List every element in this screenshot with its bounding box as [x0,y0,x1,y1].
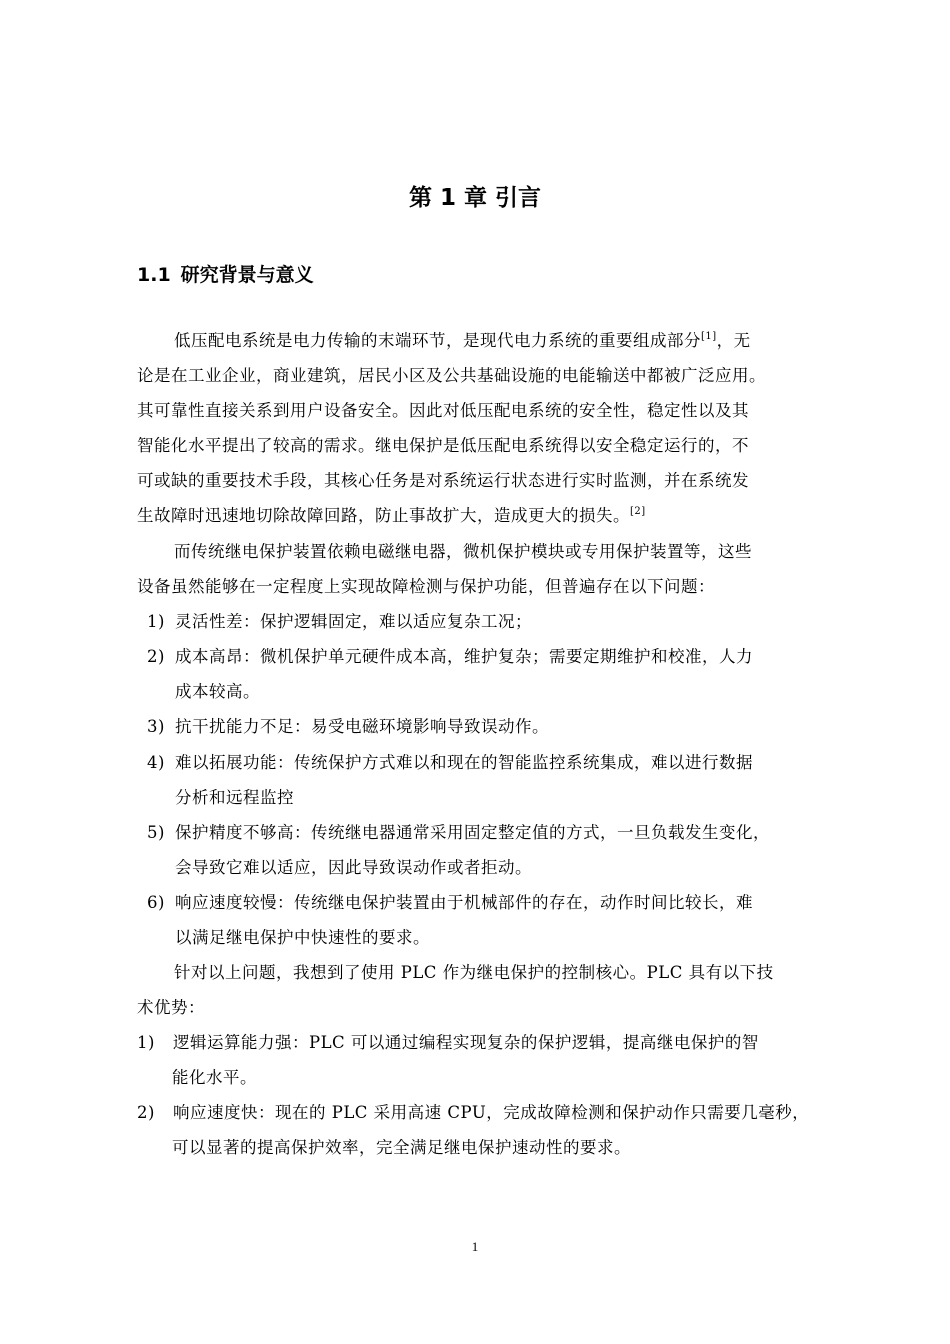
problem-list-item-cont: 以满足继电保护中快速性的要求。 [175,928,430,947]
section-number: 1.1 [137,264,171,286]
paragraph3-line: 针对以上问题，我想到了使用 PLC 作为继电保护的控制核心。PLC 具有以下技 [174,963,774,982]
advantage-list-item-cont: 可以显著的提高保护效率，完全满足继电保护速动性的要求。 [172,1138,631,1157]
problem-list-item-cont: 会导致它难以适应，因此导致误动作或者拒动。 [175,858,532,877]
problem-list-item: 5) 保护精度不够高：传统继电器通常采用固定整定值的方式，一旦负载发生变化， [147,823,770,842]
paragraph1-line: 可或缺的重要技术手段，其核心任务是对系统运行状态进行实时监测，并在系统发 [137,471,749,490]
advantage-list-item: 1) 逻辑运算能力强：PLC 可以通过编程实现复杂的保护逻辑，提高继电保护的智 [137,1033,759,1052]
problem-list-item: 6) 响应速度较慢：传统继电保护装置由于机械部件的存在，动作时间比较长，难 [147,893,753,912]
paragraph2-line: 设备虽然能够在一定程度上实现故障检测与保护功能，但普遍存在以下问题： [137,577,715,596]
chapter-title: 第 1 章 引言 [408,185,542,211]
paragraph1-line: 智能化水平提出了较高的需求。继电保护是低压配电系统得以安全稳定运行的，不 [137,436,749,455]
problem-list-item-cont: 成本较高。 [175,682,260,701]
section-title [137,262,314,288]
problem-list-item: 1) 灵活性差：保护逻辑固定，难以适应复杂工况； [147,612,532,631]
paragraph1-line: 其可靠性直接关系到用户设备安全。因此对低压配电系统的安全性，稳定性以及其 [137,401,749,420]
section-title-text: 研究背景与意义 [180,264,314,286]
problem-list-item: 4) 难以拓展功能：传统保护方式难以和现在的智能监控系统集成，难以进行数据 [147,753,753,772]
problem-list-item: 3) 抗干扰能力不足：易受电磁环境影响导致误动作。 [147,717,549,736]
paragraph1-line: 低压配电系统是电力传输的末端环节，是现代电力系统的重要组成部分[1]，无 [174,331,751,350]
paragraph2-line: 而传统继电保护装置依赖电磁继电器，微机保护模块或专用保护装置等，这些 [174,542,752,561]
advantage-list-item: 2) 响应速度快：现在的 PLC 采用高速 CPU，完成故障检测和保护动作只需要几毫秒， [137,1103,810,1122]
problem-list-item-cont: 分析和远程监控 [175,788,294,807]
page-number: 1 [471,1239,479,1254]
citation-ref: [1] [701,331,717,342]
paragraph3-line: 术优势： [137,998,205,1017]
problem-list-item: 2) 成本高昂：微机保护单元硬件成本高，维护复杂；需要定期维护和校准，人力 [147,647,753,666]
citation-ref: [2] [630,506,646,517]
paragraph1-line: 论是在工业企业，商业建筑，居民小区及公共基础设施的电能输送中都被广泛应用。 [137,366,766,385]
paragraph1-line: 生故障时迅速地切除故障回路，防止事故扩大，造成更大的损失。[2] [137,506,646,525]
advantage-list-item-cont: 能化水平。 [172,1068,257,1087]
